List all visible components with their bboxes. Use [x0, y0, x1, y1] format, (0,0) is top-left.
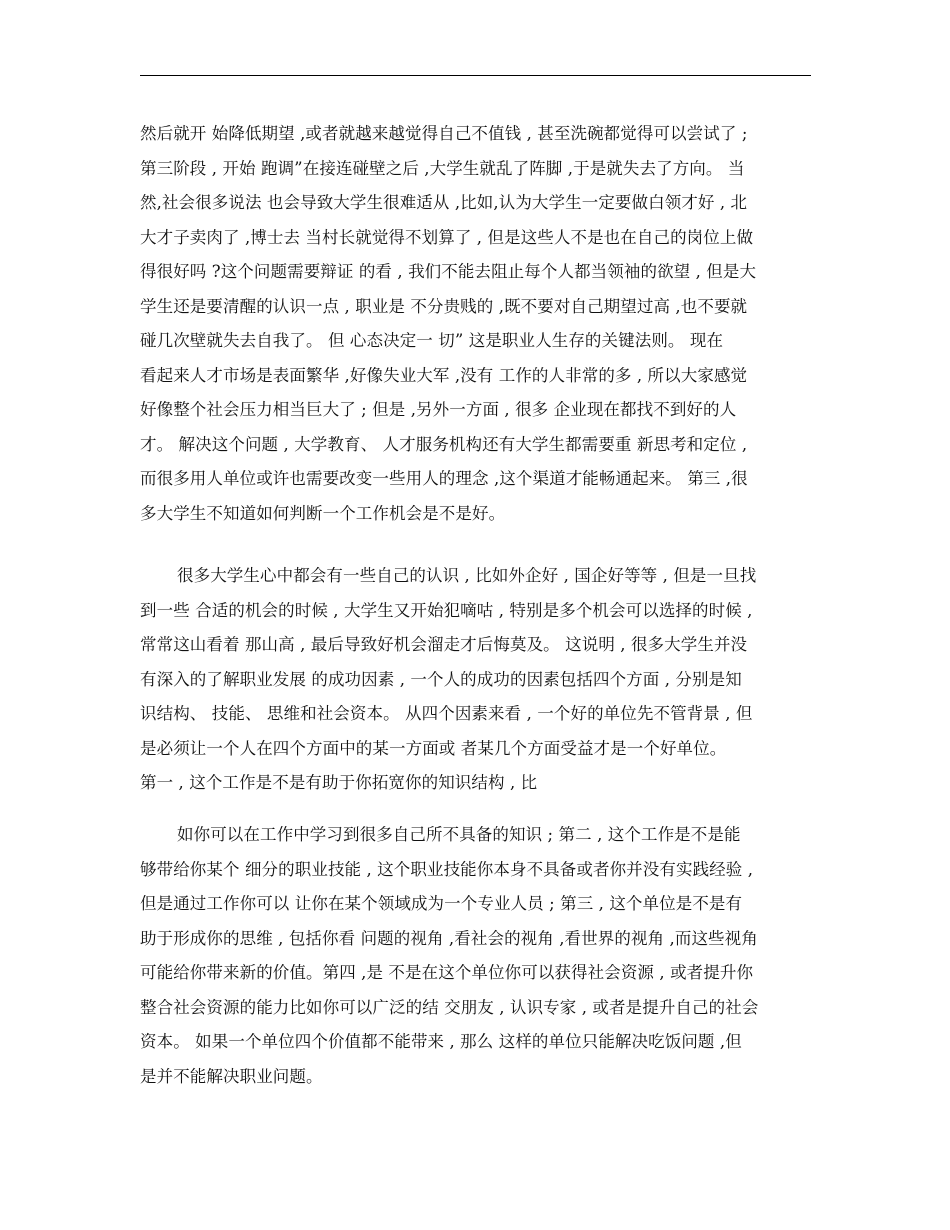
text-line: 整合社会资源的能力比如你可以广泛的结 交朋友 , 认识专家 , 或者是提升自己的社会 [140, 997, 759, 1017]
text-line: 得很好吗 ?这个问题需要辩证 的看 , 我们不能去阻止每个人都当领袖的欲望 , 但是大 [140, 262, 757, 281]
text-line: 有深入的了解职业发展 的成功因素 , 一个人的成功的因素包括四个方面 , 分别是知 [140, 669, 742, 689]
text-line: 而很多用人单位或许也需要改变一些用人的理念 ,这个渠道才能畅通起来。 第三 ,很 [140, 469, 748, 488]
text-line: 但是通过工作你可以 让你在某个领域成为一个专业人员 ; 第三 , 这个单位是不是有 [140, 894, 743, 913]
text-line: 学生还是要清醒的认识一点 , 职业是 不分贵贱的 ,既不要对自己期望过高 ,也不要就 [140, 296, 748, 316]
text-line: 第一 , 这个工作是不是有助于你拓宽你的知识结构 , 比 [140, 773, 538, 792]
text-line: 是并不能解决职业问题。 [140, 1066, 323, 1086]
text-line: 碰几次壁就失去自我了。 但 心态决定一 切” 这是职业人生存的关键法则。 现在 [140, 331, 724, 350]
text-line: 到一些 合适的机会的时候 , 大学生又开始犯嘀咕 , 特别是多个机会可以选择的时候 , [140, 600, 753, 620]
header-rule [140, 75, 811, 76]
text-line: 够带给你某个 细分的职业技能 , 这个职业技能你本身不具备或者你并没有实践经验 , [140, 859, 754, 879]
text-line: 多大学生不知道如何判断一个工作机会是不是好。 [140, 503, 506, 523]
text-line: 然,社会很多说法 也会导致大学生很难适从 ,比如,认为大学生一定要做白领才好 , 北 [140, 193, 748, 212]
text-line: 才。 解决这个问题 , 大学教育、 人才服务机构还有大学生都需要重 新思考和定位 , [140, 434, 748, 454]
paragraph-2 [140, 559, 811, 801]
text-line: 看起来人才市场是表面繁华 ,好像失业大军 ,没有 工作的人非常的多 , 所以大家感觉 [140, 365, 748, 385]
paragraph-1 [140, 117, 811, 531]
text-line: 然后就开 始降低期望 ,或者就越来越觉得自己不值钱 , 甚至洗碗都觉得可以尝试了 ; [140, 124, 748, 143]
text-line: 是必须让一个人在四个方面中的某一方面或 者某几个方面受益才是一个好单位。 [140, 738, 727, 758]
paragraph-3 [140, 818, 811, 1094]
text-line: 第三阶段 , 开始 跑调”在接连碰壁之后 ,大学生就乱了阵脚 ,于是就失去了方向。 当 [140, 158, 745, 178]
text-line: 很多大学生心中都会有一些自己的认识 , 比如外企好 , 国企好等等 , 但是一旦找 [177, 566, 757, 585]
text-line: 资本。 如果一个单位四个价值都不能带来 , 那么 这样的单位只能解决吃饭问题 ,但 [140, 1032, 742, 1051]
text-line: 如你可以在工作中学习到很多自己所不具备的知识 ; 第二 , 这个工作是不是能 [177, 825, 741, 844]
text-line: 助于形成你的思维 , 包括你看 问题的视角 ,看社会的视角 ,看世界的视角 ,而这些视角 [140, 928, 758, 948]
text-line: 好像整个社会压力相当巨大了 ; 但是 ,另外一方面 , 很多 企业现在都找不到好的人 [140, 400, 737, 419]
text-line: 常常这山看着 那山高 , 最后导致好机会溜走才后悔莫及。 这说明 , 很多大学生并没 [140, 635, 748, 654]
text-line: 大才子卖肉了 ,博士去 当村长就觉得不划算了 , 但是这些人不是也在自己的岗位上做 [140, 227, 754, 247]
text-line: 识结构、 技能、 思维和社会资本。 从四个因素来看 , 一个好的单位先不管背景 , 但 [140, 704, 753, 723]
text-line: 可能给你带来新的价值。第四 ,是 不是在这个单位你可以获得社会资源 , 或者提升你 [140, 963, 754, 982]
